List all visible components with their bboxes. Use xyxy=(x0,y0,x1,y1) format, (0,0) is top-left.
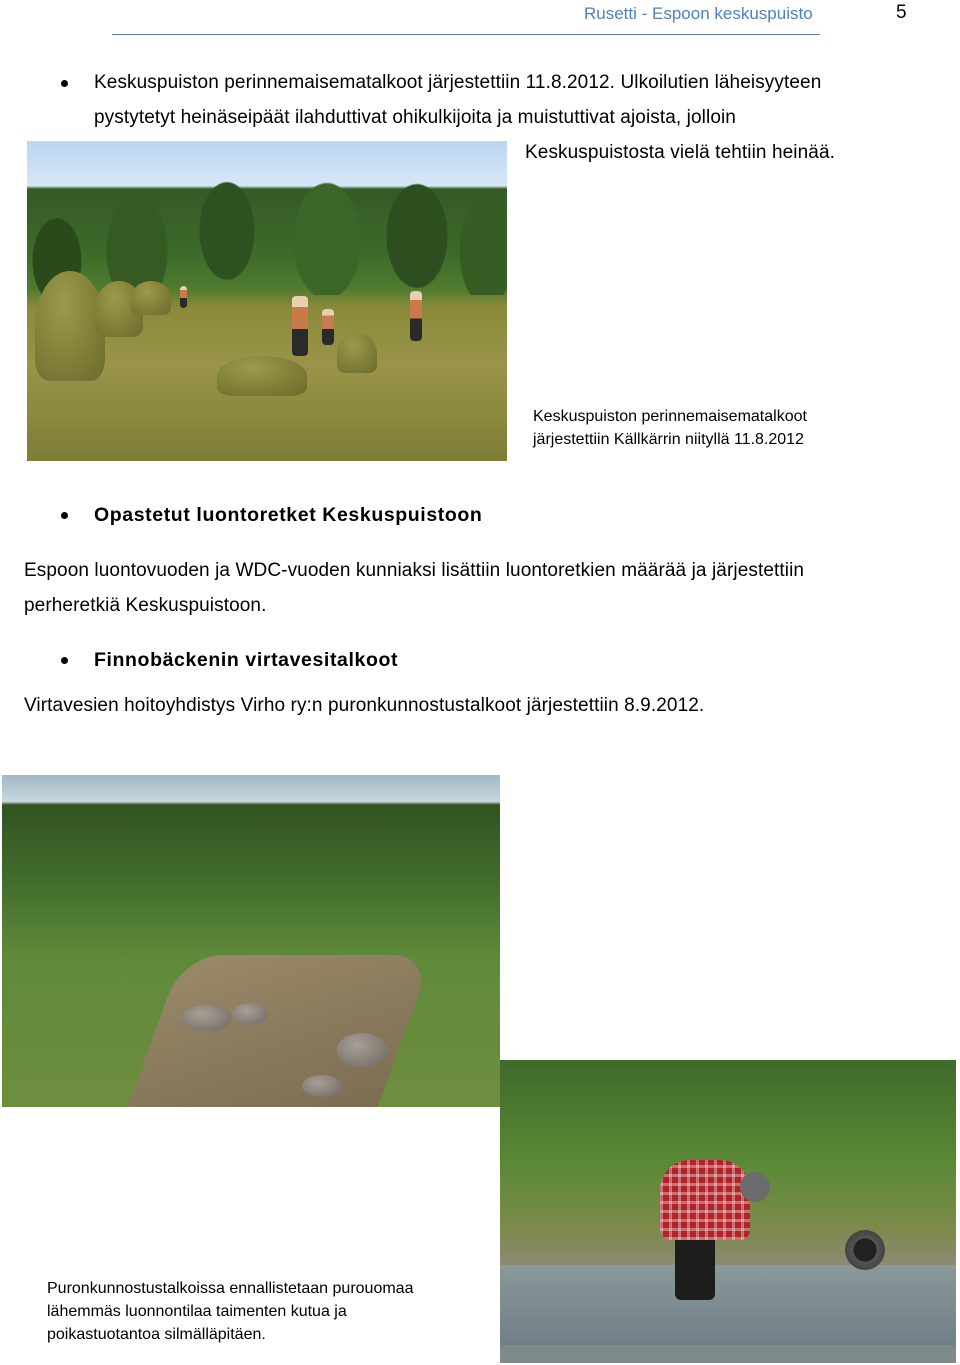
page-number: 5 xyxy=(896,2,907,23)
stream-caption-box xyxy=(38,1272,478,1348)
section2-heading: Opastetut luontoretket Keskuspuistoon xyxy=(94,504,483,526)
drain-pipe xyxy=(845,1230,885,1270)
photo-caption-line1: Keskuspuiston perinnemaisematalkoot xyxy=(533,408,807,425)
volunteer-plaid-shirt xyxy=(660,1160,750,1240)
stream-caption-line2: lähemmäs luonnontilaa taimenten kutua ja xyxy=(47,1303,347,1320)
volunteer-in-stream-photo xyxy=(500,1060,956,1363)
volunteer-figure xyxy=(180,286,187,308)
bullet-2 xyxy=(61,512,68,519)
hay-stack xyxy=(337,333,377,373)
volunteer-legs xyxy=(675,1230,715,1300)
bullet-3 xyxy=(61,657,68,664)
section3-heading: Finnobäckenin virtavesitalkoot xyxy=(94,649,399,671)
volunteer-head xyxy=(740,1172,770,1202)
header-title: Rusetti - Espoon keskuspuisto xyxy=(584,4,813,23)
section1-line3: Keskuspuistosta vielä tehtiin heinää. xyxy=(525,142,836,163)
volunteer-figure xyxy=(322,309,334,345)
stream-water xyxy=(500,1265,956,1345)
stream-photo xyxy=(2,775,500,1107)
stream-rock xyxy=(302,1075,342,1097)
stream-rock xyxy=(182,1005,232,1031)
forest-background xyxy=(27,141,507,295)
stream-water xyxy=(121,955,433,1107)
stream-rock xyxy=(232,1003,268,1025)
bullet-1 xyxy=(61,80,68,87)
photo-caption-line2: järjestettiin Källkärrin niityllä 11.8.2012 xyxy=(533,431,804,448)
volunteer-figure xyxy=(410,291,422,341)
section3-line1: Virtavesien hoitoyhdistys Virho ry:n puronkunnostustalkoot järjestettiin 8.9.2012. xyxy=(24,695,705,716)
section1-line2: pystytetyt heinäseipäät ilahduttivat ohikulkijoita ja muistuttivat ajoista, jolloin xyxy=(94,107,736,128)
header-rule xyxy=(112,34,820,35)
hay-stack xyxy=(217,356,307,396)
volunteer-figure xyxy=(292,296,308,356)
section1-line1: Keskuspuiston perinnemaisematalkoot järjestettiin 11.8.2012. Ulkoilutien läheisyyteen xyxy=(94,72,822,93)
stream-caption-line3: poikastuotantoa silmälläpitäen. xyxy=(47,1326,266,1343)
section2-line1: Espoon luontovuoden ja WDC-vuoden kunniaksi lisättiin luontoretkien määrää ja järjestettiin xyxy=(24,560,805,581)
hay-stack xyxy=(131,281,171,315)
hay-making-photo xyxy=(27,141,507,461)
stream-caption-line1: Puronkunnostustalkoissa ennallistetaan purouomaa xyxy=(47,1280,414,1297)
stream-rock xyxy=(337,1033,387,1067)
section2-line2: perheretkiä Keskuspuistoon. xyxy=(24,595,267,616)
